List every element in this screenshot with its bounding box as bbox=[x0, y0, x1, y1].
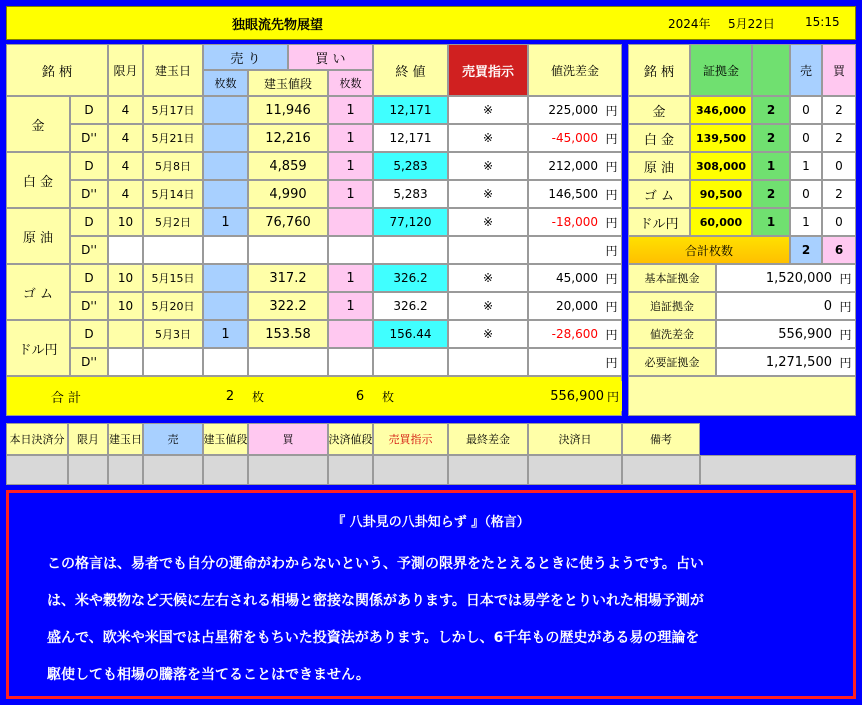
row-sell-qty: 1 bbox=[203, 208, 248, 236]
margin-row-sell: 0 bbox=[790, 180, 822, 208]
margin-row-count: 1 bbox=[752, 152, 790, 180]
row-limit-month bbox=[108, 236, 143, 264]
row-sell-qty bbox=[203, 124, 248, 152]
margin-row-sell: 1 bbox=[790, 208, 822, 236]
margin-row-buy: 0 bbox=[822, 152, 856, 180]
settle-empty-cell bbox=[622, 455, 700, 485]
header-time: 15:15 bbox=[805, 15, 840, 29]
margin-row-amount: 60,000 bbox=[690, 208, 752, 236]
settle-header: 売買指示 bbox=[373, 423, 448, 455]
col-header-buy-count: 枚数 bbox=[328, 70, 373, 96]
yen-unit: 円 bbox=[602, 124, 622, 152]
summary-value: 1,271,500 bbox=[716, 348, 836, 376]
row-close: 156.44 bbox=[373, 320, 448, 348]
row-instruction: ※ bbox=[448, 208, 528, 236]
margin-row-sell: 0 bbox=[790, 124, 822, 152]
settle-header: 本日決済分 bbox=[6, 423, 68, 455]
settle-empty-cell bbox=[328, 455, 373, 485]
row-instruction: ※ bbox=[448, 320, 528, 348]
row-buy-qty bbox=[328, 208, 373, 236]
margin-row-buy: 2 bbox=[822, 124, 856, 152]
row-entry-date bbox=[143, 236, 203, 264]
row-valuation: -18,000 bbox=[528, 208, 602, 236]
settle-empty-cell bbox=[203, 455, 248, 485]
row-valuation: 45,000 bbox=[528, 264, 602, 292]
col-header-sell: 売 り bbox=[203, 44, 288, 70]
row-entry-price: 153.58 bbox=[248, 320, 328, 348]
margin-row-name: 白 金 bbox=[628, 124, 690, 152]
row-entry-date: 5月20日 bbox=[143, 292, 203, 320]
row-buy-qty: 1 bbox=[328, 264, 373, 292]
row-entry-date: 5月3日 bbox=[143, 320, 203, 348]
row-valuation: -28,600 bbox=[528, 320, 602, 348]
margin-header-buy: 買 bbox=[822, 44, 856, 96]
margin-row-count: 2 bbox=[752, 96, 790, 124]
margin-row-buy: 0 bbox=[822, 208, 856, 236]
col-header-entry-price: 建玉値段 bbox=[248, 70, 328, 96]
row-close: 326.2 bbox=[373, 292, 448, 320]
yen-unit: 円 bbox=[602, 180, 622, 208]
row-valuation bbox=[528, 348, 602, 376]
row-close bbox=[373, 348, 448, 376]
brand-name: 原 油 bbox=[6, 208, 70, 264]
row-sell-qty bbox=[203, 348, 248, 376]
row-entry-price: 4,990 bbox=[248, 180, 328, 208]
summary-yen: 円 bbox=[836, 264, 856, 292]
col-header-close: 終 値 bbox=[373, 44, 448, 96]
row-type: D bbox=[70, 208, 108, 236]
summary-label: 追証拠金 bbox=[628, 292, 716, 320]
settle-header: 最終差金 bbox=[448, 423, 528, 455]
row-buy-qty: 1 bbox=[328, 152, 373, 180]
yen-unit: 円 bbox=[602, 320, 622, 348]
yen-unit: 円 bbox=[602, 264, 622, 292]
col-header-instruction: 売買指示 bbox=[448, 44, 528, 96]
row-type: D'' bbox=[70, 124, 108, 152]
summary-yen: 円 bbox=[836, 292, 856, 320]
row-valuation bbox=[528, 236, 602, 264]
settle-header: 建玉値段 bbox=[203, 423, 248, 455]
settle-empty-cell bbox=[248, 455, 328, 485]
row-valuation: -45,000 bbox=[528, 124, 602, 152]
settle-empty-cell bbox=[68, 455, 108, 485]
row-close: 12,171 bbox=[373, 96, 448, 124]
row-valuation: 225,000 bbox=[528, 96, 602, 124]
margin-row-name: 原 油 bbox=[628, 152, 690, 180]
row-type: D'' bbox=[70, 348, 108, 376]
row-sell-qty: 1 bbox=[203, 320, 248, 348]
row-limit-month bbox=[108, 348, 143, 376]
row-limit-month: 10 bbox=[108, 264, 143, 292]
total-sell: 2 bbox=[210, 381, 250, 411]
row-instruction: ※ bbox=[448, 96, 528, 124]
settle-empty-cell bbox=[108, 455, 143, 485]
row-entry-price: 322.2 bbox=[248, 292, 328, 320]
row-limit-month: 4 bbox=[108, 180, 143, 208]
margin-row-sell: 0 bbox=[790, 96, 822, 124]
row-entry-date: 5月21日 bbox=[143, 124, 203, 152]
row-type: D bbox=[70, 264, 108, 292]
row-limit-month: 10 bbox=[108, 292, 143, 320]
summary-footer bbox=[628, 376, 856, 416]
row-limit-month: 4 bbox=[108, 96, 143, 124]
total-valuation: 556,900 bbox=[528, 381, 604, 411]
col-header-entry-date: 建玉日 bbox=[143, 44, 203, 96]
margin-row-count: 2 bbox=[752, 180, 790, 208]
margin-header-sell: 売 bbox=[790, 44, 822, 96]
row-entry-price bbox=[248, 348, 328, 376]
row-entry-date: 5月17日 bbox=[143, 96, 203, 124]
brand-name: 金 bbox=[6, 96, 70, 152]
row-entry-price: 11,946 bbox=[248, 96, 328, 124]
total-sell-unit: 枚 bbox=[248, 381, 268, 411]
summary-label: 基本証拠金 bbox=[628, 264, 716, 292]
row-buy-qty: 1 bbox=[328, 292, 373, 320]
summary-value: 1,520,000 bbox=[716, 264, 836, 292]
row-limit-month: 4 bbox=[108, 152, 143, 180]
total-count-label: 合計枚数 bbox=[628, 236, 790, 264]
summary-yen: 円 bbox=[836, 348, 856, 376]
row-entry-date: 5月15日 bbox=[143, 264, 203, 292]
row-buy-qty: 1 bbox=[328, 180, 373, 208]
total-buy-unit: 枚 bbox=[378, 381, 398, 411]
col-header-valuation: 値洗差金 bbox=[528, 44, 622, 96]
row-buy-qty: 1 bbox=[328, 96, 373, 124]
total-count-buy: 6 bbox=[822, 236, 856, 264]
row-instruction bbox=[448, 236, 528, 264]
row-entry-price: 76,760 bbox=[248, 208, 328, 236]
margin-header-margin-pad bbox=[752, 44, 790, 96]
settle-header: 売 bbox=[143, 423, 203, 455]
row-entry-date: 5月14日 bbox=[143, 180, 203, 208]
row-close: 326.2 bbox=[373, 264, 448, 292]
settle-header: 限月 bbox=[68, 423, 108, 455]
row-type: D'' bbox=[70, 292, 108, 320]
row-sell-qty bbox=[203, 152, 248, 180]
row-sell-qty bbox=[203, 180, 248, 208]
proverb-line-4: 駆使しても相場の騰落を当てることはできません。 bbox=[47, 667, 370, 683]
row-entry-price: 4,859 bbox=[248, 152, 328, 180]
margin-row-amount: 90,500 bbox=[690, 180, 752, 208]
margin-row-amount: 346,000 bbox=[690, 96, 752, 124]
row-buy-qty: 1 bbox=[328, 124, 373, 152]
proverb-line-3: 盛んで、欧米や米国では占星術をもちいた投資法があります。しかし、6千年もの歴史がある易の理論を bbox=[47, 630, 700, 646]
settle-header: 備考 bbox=[622, 423, 700, 455]
row-entry-price bbox=[248, 236, 328, 264]
row-limit-month: 4 bbox=[108, 124, 143, 152]
summary-yen: 円 bbox=[836, 320, 856, 348]
row-type: D bbox=[70, 96, 108, 124]
row-sell-qty bbox=[203, 292, 248, 320]
margin-row-sell: 1 bbox=[790, 152, 822, 180]
margin-row-amount: 139,500 bbox=[690, 124, 752, 152]
total-count-sell: 2 bbox=[790, 236, 822, 264]
row-type: D bbox=[70, 320, 108, 348]
brand-name: ドル円 bbox=[6, 320, 70, 376]
row-instruction: ※ bbox=[448, 152, 528, 180]
settle-empty-cell bbox=[528, 455, 622, 485]
brand-name: 白 金 bbox=[6, 152, 70, 208]
row-valuation: 212,000 bbox=[528, 152, 602, 180]
row-close: 77,120 bbox=[373, 208, 448, 236]
row-instruction bbox=[448, 348, 528, 376]
total-yen: 円 bbox=[604, 381, 622, 411]
margin-header-margin: 証拠金 bbox=[690, 44, 752, 96]
col-header-buy: 買 い bbox=[288, 44, 373, 70]
row-entry-price: 317.2 bbox=[248, 264, 328, 292]
yen-unit: 円 bbox=[602, 292, 622, 320]
yen-unit: 円 bbox=[602, 152, 622, 180]
settle-empty-cell bbox=[143, 455, 203, 485]
margin-header-brand: 銘 柄 bbox=[628, 44, 690, 96]
yen-unit: 円 bbox=[602, 348, 622, 376]
row-buy-qty bbox=[328, 348, 373, 376]
row-limit-month bbox=[108, 320, 143, 348]
row-type: D'' bbox=[70, 236, 108, 264]
row-sell-qty bbox=[203, 96, 248, 124]
summary-label: 値洗差金 bbox=[628, 320, 716, 348]
row-close: 12,171 bbox=[373, 124, 448, 152]
row-close: 5,283 bbox=[373, 152, 448, 180]
brand-name: ゴ ム bbox=[6, 264, 70, 320]
row-instruction: ※ bbox=[448, 180, 528, 208]
row-type: D'' bbox=[70, 180, 108, 208]
settle-header: 建玉日 bbox=[108, 423, 143, 455]
header-date: 5月22日 bbox=[728, 17, 775, 31]
margin-row-name: ゴ ム bbox=[628, 180, 690, 208]
col-header-brand: 銘 柄 bbox=[6, 44, 108, 96]
yen-unit: 円 bbox=[602, 208, 622, 236]
margin-row-count: 2 bbox=[752, 124, 790, 152]
col-header-limit-month: 限月 bbox=[108, 44, 143, 96]
proverb-line-2: は、米や穀物など天候に左右される相場と密接な関係があります。日本では易学をとりいれた相場予測が bbox=[47, 593, 704, 609]
row-sell-qty bbox=[203, 236, 248, 264]
row-close: 5,283 bbox=[373, 180, 448, 208]
proverb-title: 『 八卦見の八卦知らず 』（格言） bbox=[332, 515, 530, 530]
yen-unit: 円 bbox=[602, 236, 622, 264]
header-year: 2024年 bbox=[668, 17, 711, 31]
row-limit-month: 10 bbox=[108, 208, 143, 236]
margin-row-buy: 2 bbox=[822, 180, 856, 208]
row-close bbox=[373, 236, 448, 264]
page-title: 独眼流先物展望 bbox=[232, 18, 324, 33]
margin-row-name: 金 bbox=[628, 96, 690, 124]
row-instruction: ※ bbox=[448, 292, 528, 320]
summary-value: 0 bbox=[716, 292, 836, 320]
settle-header: 決済日 bbox=[528, 423, 622, 455]
row-entry-date bbox=[143, 348, 203, 376]
margin-row-name: ドル円 bbox=[628, 208, 690, 236]
row-sell-qty bbox=[203, 264, 248, 292]
row-buy-qty bbox=[328, 320, 373, 348]
proverb-line-1: この格言は、易者でも自分の運命がわからないという、予測の限界をたとえるときに使うようです。占い bbox=[47, 556, 704, 572]
summary-value: 556,900 bbox=[716, 320, 836, 348]
summary-label: 必要証拠金 bbox=[628, 348, 716, 376]
total-buy: 6 bbox=[340, 381, 380, 411]
row-instruction: ※ bbox=[448, 264, 528, 292]
total-label: 合 計 bbox=[26, 381, 106, 411]
settle-header: 買 bbox=[248, 423, 328, 455]
settle-empty-cell bbox=[6, 455, 68, 485]
row-type: D bbox=[70, 152, 108, 180]
row-valuation: 20,000 bbox=[528, 292, 602, 320]
settle-empty-cell bbox=[448, 455, 528, 485]
row-valuation: 146,500 bbox=[528, 180, 602, 208]
margin-row-count: 1 bbox=[752, 208, 790, 236]
col-header-sell-count: 枚数 bbox=[203, 70, 248, 96]
settle-header: 決済値段 bbox=[328, 423, 373, 455]
margin-row-buy: 2 bbox=[822, 96, 856, 124]
settle-empty-cell bbox=[373, 455, 448, 485]
row-buy-qty bbox=[328, 236, 373, 264]
row-entry-date: 5月2日 bbox=[143, 208, 203, 236]
margin-row-amount: 308,000 bbox=[690, 152, 752, 180]
yen-unit: 円 bbox=[602, 96, 622, 124]
row-instruction: ※ bbox=[448, 124, 528, 152]
row-entry-price: 12,216 bbox=[248, 124, 328, 152]
settle-empty-cell bbox=[700, 455, 856, 485]
row-entry-date: 5月8日 bbox=[143, 152, 203, 180]
